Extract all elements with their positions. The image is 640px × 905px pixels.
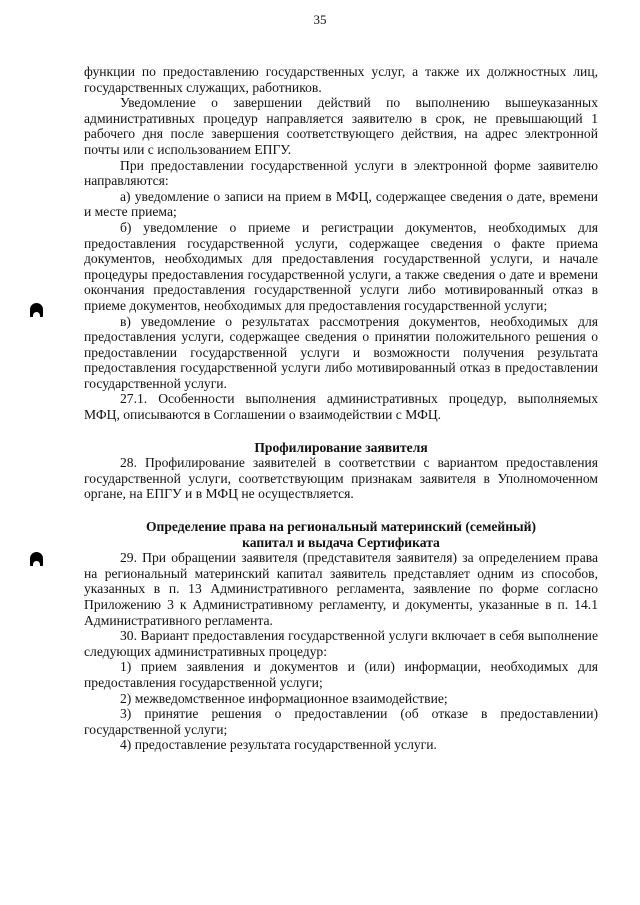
document-body [84,64,598,753]
paragraph: функции по предоставлению государственных услуг, а также их должностных лиц, государственных служащих, работников. [84,64,598,95]
list-item: 3) принятие решения о предоставлении (об отказе в предоставлении) государственной услуги; [84,706,598,737]
section-heading-line: капитал и выдача Сертификата [242,534,440,550]
list-item: 1) прием заявления и документов и (или) информации, необходимых для предоставления государственной услуги; [84,659,598,690]
list-item: в) уведомление о результатах рассмотрения документов, необходимых для предоставления услуги, содержащее сведения о принятии положительного решения о предоставлении государственной услуги и возможности получения результата предоставления государственной услуги либо мотивированный отказ в предоставлении государственной услуги. [84,313,598,391]
section-heading: Профилирование заявителя [254,439,428,455]
list-item: б) уведомление о приеме и регистрации документов, необходимых для предоставления государственной услуги, содержащее сведения о факте приема документов, необходимых для предоставления государственной услуги, и начале процедуры предоставления государственной услуги, а также сведения о дате и времени окончания предоставления государственной услуги либо мотивированный отказ в приеме документов, необходимых для предоставления государственной услуги; [84,219,598,313]
page-number: 35 [313,12,327,27]
paragraph: 28. Профилирование заявителей в соответствии с вариантом предоставления государственной услуги, соответствующим признакам заявителя в Уполномоченном органе, на ЕПГУ и в МФЦ не осуществляется. [84,455,598,502]
list-item: 4) предоставление результата государственной услуги. [120,737,437,753]
section-heading-line: Определение права на региональный материнский (семейный) [145,519,537,535]
paragraph: Уведомление о завершении действий по выполнению вышеуказанных административных процедур направляется заявителю в срок, не превышающий 1 рабочего дня после завершения соответствующего действия, на адрес электронной почты или с использованием ЕПГУ. [84,95,598,157]
section-heading [84,519,598,550]
punch-hole-mark [30,303,43,317]
paragraph: 30. Вариант предоставления государственной услуги включает в себя выполнение следующих административных процедур: [84,628,598,659]
paragraph: При предоставлении государственной услуги в электронной форме заявителю направляются: [84,157,598,189]
punch-hole-mark [30,552,43,566]
paragraph: 29. При обращении заявителя (представителя заявителя) за определением права на региональный материнский капитал заявитель представляет одним из способов, указанных в п. 13 Административного регламента, заявление по форме согласно Приложению 3 к Административному регламенту, и документы, указанные в п. 14.1 Административного регламента. [84,550,598,628]
list-item: а) уведомление о записи на прием в МФЦ, содержащее сведения о дате, времени и месте приема; [84,188,598,220]
list-item: 2) межведомственное информационное взаимодействие; [120,690,448,706]
paragraph: 27.1. Особенности выполнения административных процедур, выполняемых МФЦ, описываются в Соглашении о взаимодействии с МФЦ. [84,391,598,423]
